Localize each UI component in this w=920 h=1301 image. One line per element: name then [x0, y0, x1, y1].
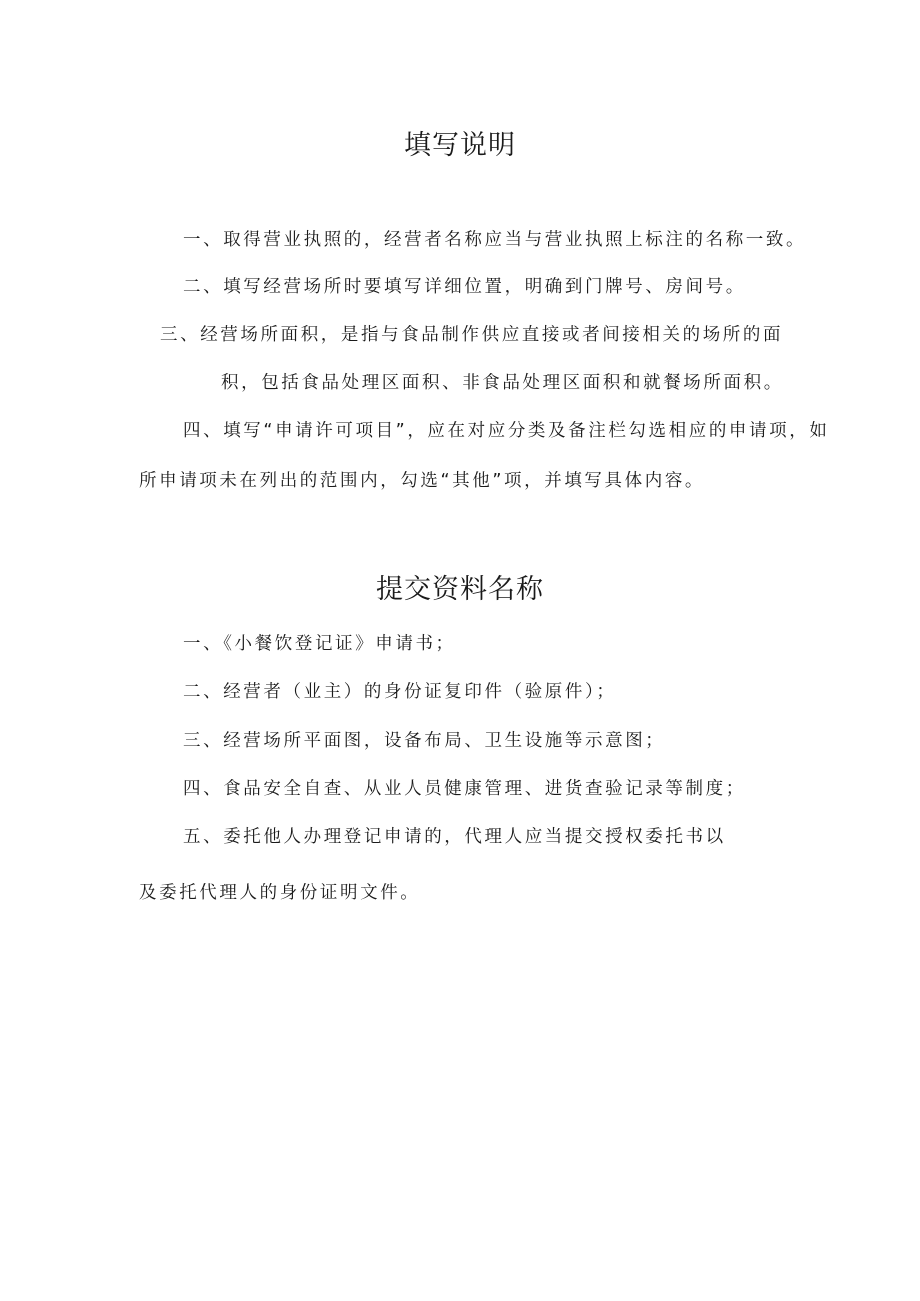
material-item-5-line-1: 五、委托他人办理登记申请的，代理人应当提交授权委托书以	[183, 827, 726, 847]
instruction-item-3-line-1: 三、经营场所面积，是指与食品制作供应直接或者间接相关的场所的面	[160, 325, 784, 345]
material-item-3: 三、经营场所平面图，设备布局、卫生设施等示意图；	[183, 731, 666, 751]
material-item-5-line-2: 及委托代理人的身份证明文件。	[139, 883, 421, 903]
material-item-4: 四、食品安全自查、从业人员健康管理、进货查验记录等制度；	[183, 779, 746, 799]
instruction-item-3-line-2: 积，包括食品处理区面积、非食品处理区面积和就餐场所面积。	[221, 373, 784, 393]
instructions-title: 填写说明	[404, 130, 516, 161]
material-item-2: 二、经营者（业主）的身份证复印件（验原件）；	[183, 682, 617, 702]
materials-title: 提交资料名称	[376, 574, 544, 605]
instruction-item-1: 一、取得营业执照的，经营者名称应当与营业执照上标注的名称一致。	[183, 230, 807, 250]
instruction-item-2: 二、填写经营场所时要填写详细位置，明确到门牌号、房间号。	[183, 277, 746, 297]
instruction-item-4-line-1: 四、填写“申请许可项目”，应在对应分类及备注栏勾选相应的申请项，如	[183, 421, 830, 441]
instruction-item-4-line-2: 所申请项未在列出的范围内，勾选“其他”项，并填写具体内容。	[139, 471, 706, 491]
material-item-1: 一、《小餐饮登记证》申请书；	[183, 634, 456, 654]
